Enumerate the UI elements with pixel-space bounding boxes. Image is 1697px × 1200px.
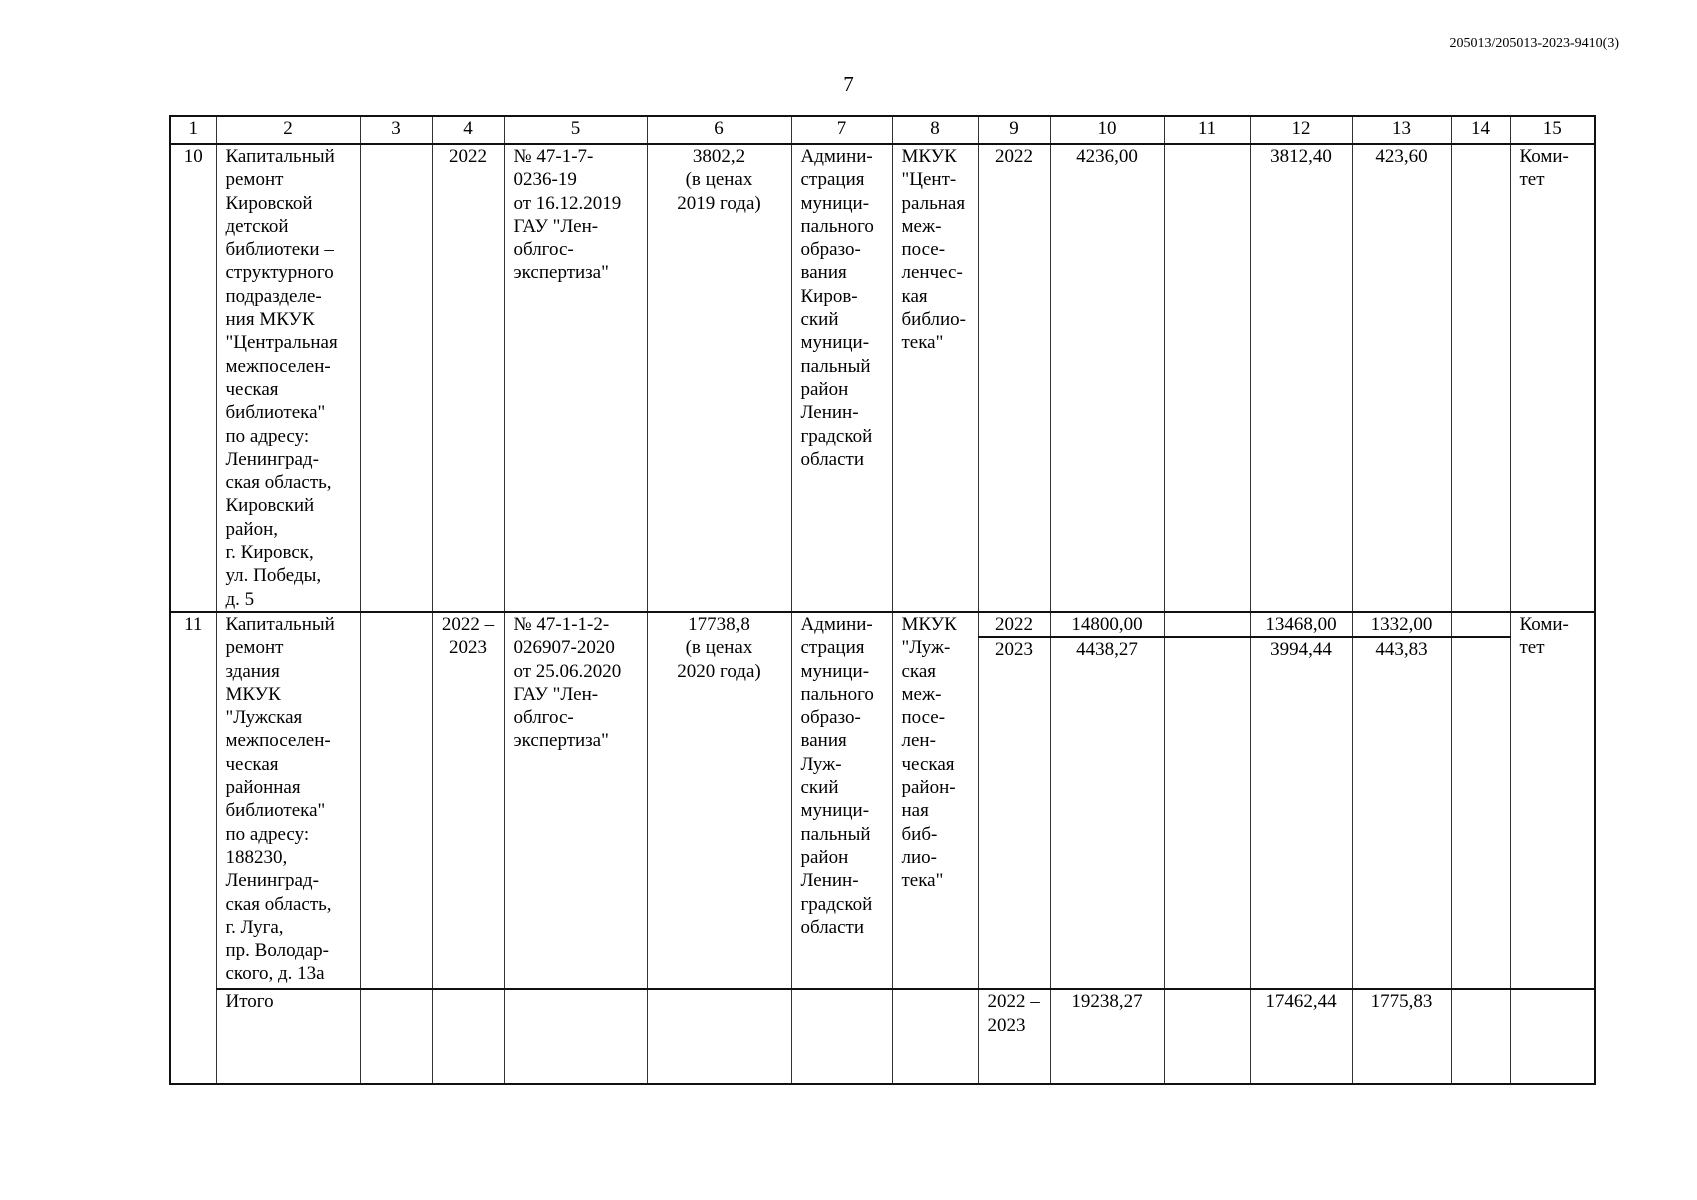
cell [1451, 612, 1510, 637]
cell [1510, 989, 1595, 1084]
local-amount: 423,60 [1352, 144, 1451, 612]
cell [504, 989, 647, 1084]
cell [1164, 637, 1250, 989]
row-number: 11 [170, 612, 216, 1084]
column-header: 13 [1352, 116, 1451, 144]
expertise: № 47-1-7- 0236-19 от 16.12.2019 ГАУ "Лен- облгос- экспертиза" [504, 144, 647, 612]
developer: МКУК "Цент- ральная меж- посе- ленчес- кая библио- тека" [892, 144, 978, 612]
cell [1451, 989, 1510, 1084]
total-label: Итого [216, 989, 360, 1084]
estimated-cost: 17738,8 (в ценах 2020 года) [647, 612, 791, 989]
column-header: 9 [978, 116, 1050, 144]
column-header: 11 [1164, 116, 1250, 144]
cell [1164, 612, 1250, 637]
regional-amount: 13468,00 [1250, 612, 1352, 637]
column-header: 3 [360, 116, 432, 144]
cell [892, 989, 978, 1084]
expertise: № 47-1-1-2- 026907-2020 от 25.06.2020 ГАУ "Лен- облгос- экспертиза" [504, 612, 647, 989]
column-header: 6 [647, 116, 791, 144]
column-header: 15 [1510, 116, 1595, 144]
total-amount: 14800,00 [1050, 612, 1164, 637]
local-amount: 443,83 [1352, 637, 1451, 989]
customer: Админи- страция муници- пального образо- вания Киров- ский муници- пальный район Ленин- градской области [791, 144, 892, 612]
year: 2022 [978, 144, 1050, 612]
estimated-cost: 3802,2 (в ценах 2019 года) [647, 144, 791, 612]
object-name: Капитальный ремонт Кировской детской библиотеки – структурного подразделе- ния МКУК "Центральная межпоселен- ческая библиотека" по адресу: Ленинград- ская область, Кировский район, г. Кировск, ул. Победы, д. 5 [216, 144, 360, 612]
cell [360, 989, 432, 1084]
cell [1164, 989, 1250, 1084]
header-row [170, 116, 1595, 144]
column-header: 1 [170, 116, 216, 144]
row-number: 10 [170, 144, 216, 612]
period: 2022 [432, 144, 504, 612]
regional-amount: 17462,44 [1250, 989, 1352, 1084]
cell [1451, 637, 1510, 989]
year: 2022 [978, 612, 1050, 637]
responsible: Коми- тет [1510, 612, 1595, 989]
total-amount: 4236,00 [1050, 144, 1164, 612]
local-amount: 1332,00 [1352, 612, 1451, 637]
year: 2023 [978, 637, 1050, 989]
period: 2022 – 2023 [432, 612, 504, 989]
column-header: 4 [432, 116, 504, 144]
table-row [170, 612, 1595, 637]
cell [791, 989, 892, 1084]
document-reference: 205013/205013-2023-9410(3) [1449, 36, 1619, 51]
column-header: 8 [892, 116, 978, 144]
cell [360, 612, 432, 989]
total-amount: 4438,27 [1050, 637, 1164, 989]
total-amount: 19238,27 [1050, 989, 1164, 1084]
local-amount: 1775,83 [1352, 989, 1451, 1084]
column-header: 2 [216, 116, 360, 144]
total-row [170, 989, 1595, 1084]
customer: Админи- страция муници- пального образо- вания Луж- ский муници- пальный район Ленин- градской области [791, 612, 892, 989]
column-header: 7 [791, 116, 892, 144]
regional-amount: 3994,44 [1250, 637, 1352, 989]
object-name: Капитальный ремонт здания МКУК "Лужская межпоселен- ческая районная библиотека" по адресу: 188230, Ленинград- ская область, г. Луга, пр. Володар- ского, д. 13а [216, 612, 360, 989]
program-table [169, 115, 1596, 1085]
column-header: 10 [1050, 116, 1164, 144]
column-header: 12 [1250, 116, 1352, 144]
cell [1164, 144, 1250, 612]
cell [1451, 144, 1510, 612]
column-header: 14 [1451, 116, 1510, 144]
page-number: 7 [843, 72, 854, 96]
table-row [170, 144, 1595, 612]
total-period: 2022 – 2023 [978, 989, 1050, 1084]
regional-amount: 3812,40 [1250, 144, 1352, 612]
column-header: 5 [504, 116, 647, 144]
cell [432, 989, 504, 1084]
cell [647, 989, 791, 1084]
responsible: Коми- тет [1510, 144, 1595, 612]
developer: МКУК "Луж- ская меж- посе- лен- ческая район- ная биб- лио- тека" [892, 612, 978, 989]
cell [360, 144, 432, 612]
